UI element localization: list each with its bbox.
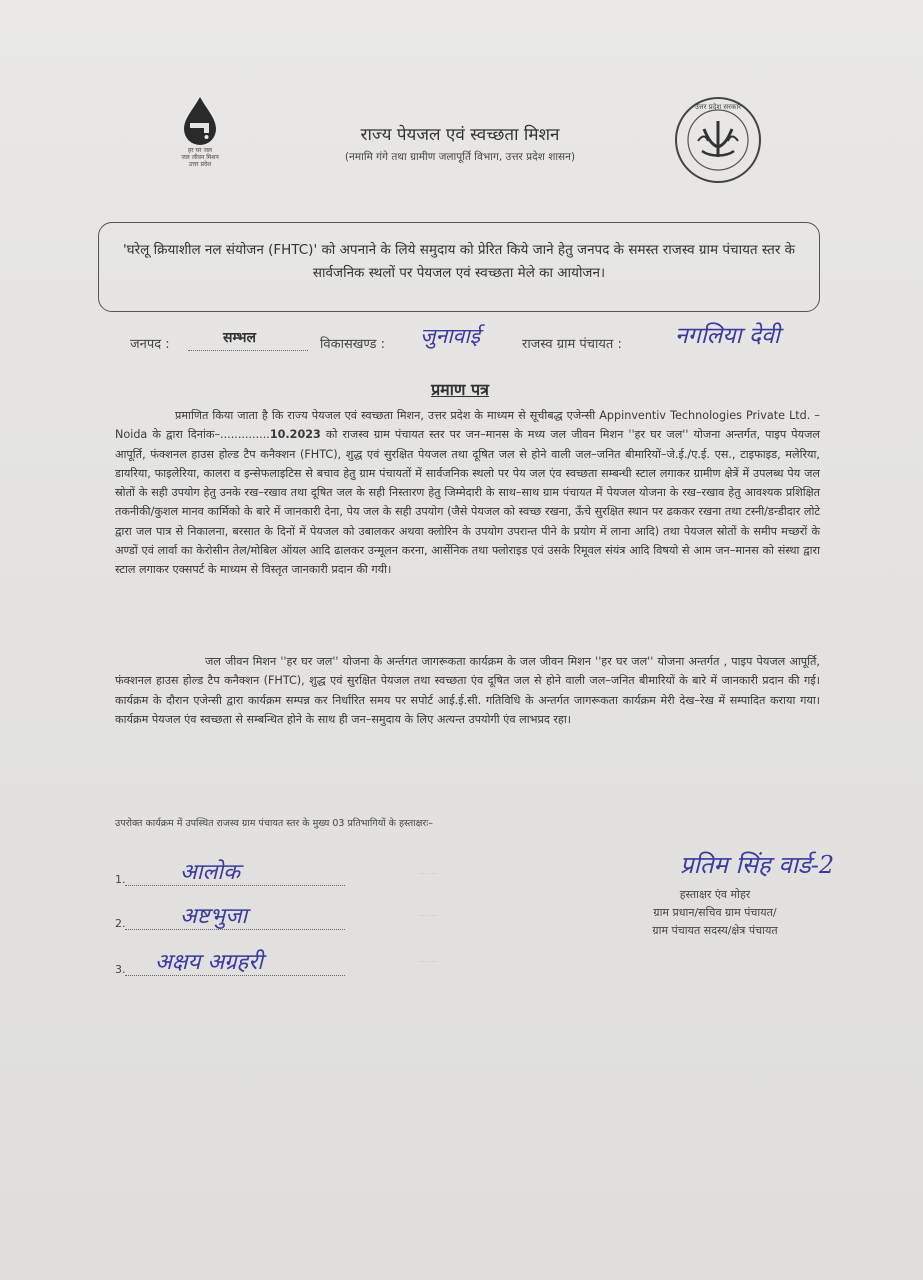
certificate-title: प्रमाण पत्र	[431, 380, 489, 399]
mission-title: राज्य पेयजल एवं स्वच्छता मिशन	[360, 125, 560, 145]
stamp-line-1: हस्ताक्षर एंव मोहर	[679, 888, 751, 901]
district-label: जनपद :	[130, 337, 170, 352]
seal-emblem-icon	[672, 95, 764, 185]
participant-name: अक्षय अग्रहरी	[155, 950, 263, 975]
event-date: 10.2023	[269, 428, 321, 442]
block-value: जुनावाई	[420, 324, 481, 348]
location-row	[130, 323, 890, 360]
district-value: सम्भल	[223, 330, 256, 346]
participant-signature-3	[115, 940, 415, 980]
stamp-line-2: ग्राम प्रधान/सचिव ग्राम पंचायत/	[653, 906, 777, 919]
up-government-seal	[672, 95, 764, 185]
para1-after-date: को राजस्व ग्राम पंचायत स्तर पर जन–मानस के मध्य जल जीवन मिशन ''हर घर जल'' योजना अन्तर्गत, पाइप पेयजल आपूर्ति, फंक्शनल हाउस होल्ड टैप कनैक्शन (FHTC), शुद्ध एवं सुरक्षित पेयजल तथा दूषित जल से होने वाली जल–जनित बीमारियों–जे.ई./ए.ई. एस., टाइफाइड, मलेरिया, डायरिया, फाइलेरिया, कालरा व इन्सेफलाइटिस से बचाव हेतु ग्राम पंचायतों में सार्वजनिक स्थलो पर पेय जल एंव स्वच्छता सम्बन्धी स्टाल लगाकर ग्रामीण क्षेत्रें में उपलब्ध पेय जल स्रोतों के सही उपयोग हेतु उनके रख–रखाव तथा दूषित जल के सही निस्तारण हेतु जिम्मेदारी के साथ–साथ ग्राम पंचायत में पेयजल योजना के रख–रखाव हेतु आवश्यक प्रशिक्षित तकनीकी/कुशल मानव कार्मिको के बारे में जानकारी देना, पेय जल के सही उपयोग (जैसे पेयजल को स्वच्छ रखना, ऊँचे सुरक्षित स्थान पर ढककर रखना तथा टस्नी/डन्डीदार लोटे द्वारा जल पात्र से निकालना, बरसात के दिनों में पेयजल को उबालकर अथवा क्लोरिन के उपयोग उपरान्त पीने के प्रयोग में लाना आदि) तथा पेयजल स्रोतों के समीप मच्छरों के अण्डों एवं लार्वा का केरोसीन तेल/मोबिल ऑयल आदि ढालकर उन्मूलन करना, आर्सेनिक तथा फ्लोराइड एवं उसके रिमूवल संयंत्र आदि विषयो से आम जन–मानस को संस्था द्वारा स्टाल लगाकर एक्सपर्ट के माध्यम से विस्तृत जानकारी प्रदान की गयी।	[115, 428, 820, 577]
event-description-text: 'घरेलू क्रियाशील नल संयोजन (FHTC)' को अपनाने के लिये समुदाय को प्रेरित किये जाने हेतु जनपद के समस्त राजस्व ग्राम पंचायत स्तर के सार्वजनिक स्थलों पर पेयजल एवं स्वच्छता मेले का आयोजन।	[122, 242, 796, 281]
signature-stamp-caption	[600, 886, 830, 940]
har-ghar-jal-logo	[160, 95, 240, 185]
mission-subtitle: (नमामि गंगे तथा ग्रामीण जलापूर्ति विभाग, उत्तर प्रदेश शासन)	[344, 151, 576, 163]
participants-intro: उपरोक्त कार्यक्रम में उपस्थित राजस्व ग्राम पंचायत स्तर के मुख्य 03 प्रतिभागियों के हस्ताक्षरः–	[115, 818, 433, 829]
participant-name: अष्टभुजा	[180, 904, 248, 929]
participant-signature-1	[115, 850, 415, 890]
pradhan-signature: प्रतिम सिंह वार्ड-2	[680, 851, 835, 879]
participant-name: आलोक	[180, 860, 240, 885]
seal-text: उत्तर प्रदेश सरकार	[694, 103, 742, 111]
participant-number: 2.	[115, 917, 126, 930]
logo-caption: हर घर जल जल जीवन मिशन उत्तर प्रदेश	[181, 147, 219, 168]
panchayat-label: राजस्व ग्राम पंचायत :	[522, 337, 622, 352]
water-drop-icon	[178, 95, 222, 147]
certificate-paragraph-2: जल जीवन मिशन ''हर घर जल'' योजना के अर्न्तगत जागरूकता कार्यक्रम के जल जीवन मिशन ''हर घर जल'' योजना अन्तर्गत , पाइप पेयजल आपूर्ति, फंक्शनल हाउस होल्ड टैप कनैक्शन (FHTC), शुद्ध एवं सुरक्षित पेयजल तथा स्वच्छता एंव दूषित जल से होने वाली जल–जनित बीमारियों के बारे में जानकारी प्रदान की गई। कार्यक्रम के दौरान एजेन्सी द्वारा कार्यक्रम सम्पन्न कर निर्धारित समय पर सपोर्ट आई.ई.सी. गतिविधि के अन्तर्गत जागरूकता कार्यक्रम मेरी देख–रेख में सम्पादित कराया गया। कार्यक्रम पेयजल एंव स्वच्छता से सम्बन्धित होने के साथ ही जन–समुदाय के लिए अत्यन्त उपयोगी एंव लाभप्रद रहा।	[115, 655, 820, 726]
block-label: विकासखण्ड :	[320, 337, 386, 352]
participant-number: 3.	[115, 963, 126, 976]
para1-before-date: प्रमाणित किया जाता है कि राज्य पेयजल एवं स्वच्छता मिशन, उत्तर प्रदेश के माध्यम से सूचीबद्ध एजेन्सी Appinventiv Technologies Private Ltd. – Noida के द्वारा दिनांक–..............	[115, 409, 820, 442]
panchayat-value: नगलिया देवी	[675, 323, 780, 349]
faint-mark: ···· ····	[418, 958, 439, 966]
certificate-paragraph-1	[115, 406, 820, 580]
faint-mark: ···· ····	[418, 912, 439, 920]
stamp-line-3: ग्राम पंचायत सदस्य/क्षेत्र पंचायत	[652, 924, 778, 937]
event-description-box	[98, 222, 820, 312]
participant-signature-2	[115, 894, 415, 934]
faint-mark: ···· ····	[418, 870, 439, 878]
participant-number: 1.	[115, 873, 126, 886]
